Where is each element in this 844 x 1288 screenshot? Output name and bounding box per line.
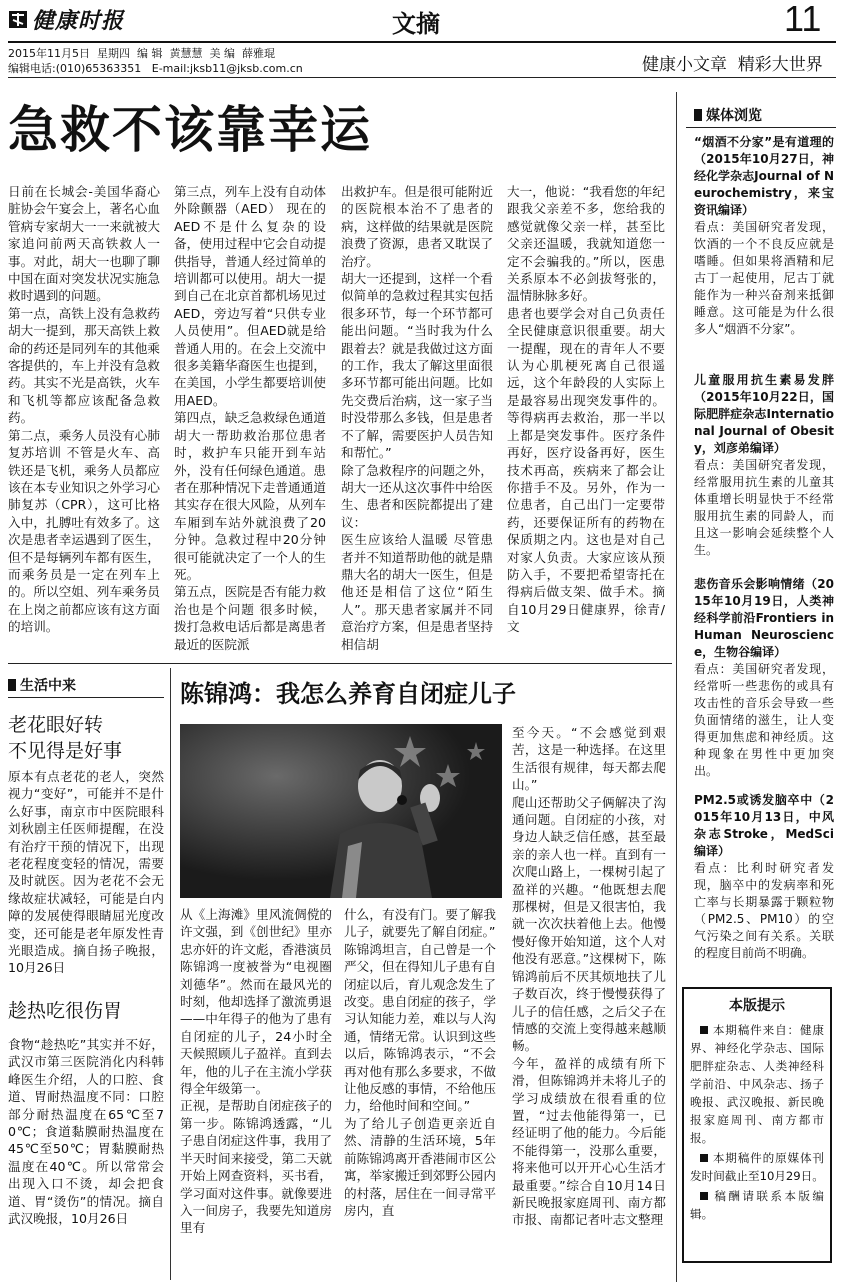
life-section-header: 生活中来: [8, 675, 76, 695]
notice-box: [682, 987, 832, 1263]
lead-article-column: 日前在长城会-美国华裔心脏协会午宴会上，著名心血管病专家胡大一一来就被大家追问前两天高铁救人一事。对此，胡大一也聊了聊中国在面对突发状况实施急救时遇到的问题。 第一点，高铁上没有急救药 胡大一提到，那天高铁上救命的药还是同列车的其他乘客提供的，车上并没有急救药。其实不光是高铁，火车和飞机等都应该配备急救药。 第二点，乘务人员没有心肺复苏培训 不管是火车、高铁还是飞机，乘务人员都应该在本专业知识之外学习心肺复苏（CPR），这可比格入中，扎膊吐有效多了。这次是患者幸运遇到了医生，但不是每辆列车都有医生，而乘务员是一定在列车上的。所以空姐、列车乘务员在上岗之前都应该有这方面的培训。: [8, 184, 160, 635]
life-section-rule: [8, 697, 164, 698]
life-article-title: 老花眼好转 不见得是好事: [8, 714, 123, 762]
media-item-comment: 看点：美国研究者发现，经常听一些悲伤的或具有攻击性的音乐会导致一些负面情绪的滋生，让人变得更加焦虑和神经质。这种现象在男性中更加突出。: [694, 662, 834, 778]
notice-item: 本期稿件来自：健康界、神经化学杂志、国际肥胖症杂志、人类神经科学前沿、中风杂志、扬子晚报、武汉晚报、新民晚报家庭周刊、南方都市报。: [690, 1023, 824, 1145]
media-item-title: 悲伤音乐会影响情绪（2015年10月19日，人类神经科学前沿Frontiers in Human Neuroscience，生物谷编译）: [694, 577, 834, 659]
life-article-body: 食物“趁热吃”其实并不好，武汉市第三医院消化内科韩峰医生介绍，人的口腔、食道、胃耐热温度不同：口腔部分耐热温度在65℃至70℃；食道黏膜耐热温度在45℃至50℃；胃黏膜耐热温度在40℃。所以常常会出现入口不烫，却会把食道、胃“烫伤”的情况。摘自武汉晚报，10月26日: [8, 1037, 164, 1227]
masthead-rule: [8, 41, 836, 43]
contact-line: 编辑电话:(010)65363351 E-mail:jksb11@jksb.com.cn: [8, 62, 303, 75]
media-item-title: PM2.5或诱发脑卒中（2015年10月13日，中风杂志Stroke，MedSci编译）: [694, 793, 834, 858]
media-section-header: 媒体浏览: [694, 105, 762, 125]
lead-article-column: 大一，他说：“我看您的年纪跟我父亲差不多，您给我的感觉就像父亲一样，甚至比父亲还温暖，我就知道您一定不会骗我的。”所以，医患关系原本不必剑拔弩张的，温情脉脉多好。 患者也要学会对自己负责任 全民健康意识很重要。胡大一提醒，现在的青年人不要认为心肌梗死离自己很遥远，这个年龄段的人实际上是最容易出现突发事件的。等得病再去救治，那一半以上都是突发事件。医疗条件再好，医疗设备再好，医生技术再高，疾病来了都会让你措手不及。另外，作为一位患者，自己出门一定要带药，还要保证所有的药物在保质期之内。这也是对自己对家人负责。大家应该从预防入手，不要把希望寄托在得病后做支架、做手术。摘自10月29日健康界，徐青/文: [507, 184, 665, 635]
media-item-comment: 看点：比利时研究者发现，脑卒中的发病率和死亡率与长期暴露于颗粒物（PM2.5、PM10）的空气污染之间有关系。关联的程度目前尚不明确。: [694, 861, 834, 960]
page-number: 11: [784, 0, 822, 39]
feature-article-column: 从《上海滩》里风流倜傥的许文强，到《创世纪》里亦忠亦奸的许文彪，香港演员陈锦鸿一度被誉为“电视圈刘德华”。然而在最风光的时刻，他却选择了激流勇退——中年得子的他为了患有自闭症的儿子，24小时全天候照顾儿子盈祥。直到去年，他的儿子在主流小学获得全年级第一。 正视，是帮助自闭症孩子的第一步。陈锦鸿透露，“儿子患自闭症这件事，我用了半天时间来接受，第二天就开始上网查资料，买书看，学习面对这件事。就像要进入一间房子，我要先知道房里有: [180, 907, 332, 1236]
column-divider: [676, 92, 677, 1282]
lead-article-column: 出救护车。但是很可能附近的医院根本治不了患者的病，这样做的结果就是医院浪费了资源，患者又耽误了治疗。 胡大一还提到，这样一个看似简单的急救过程其实包括很多环节，每一个环节都可能出问题。“当时我为什么跟着去？就是我做过这方面的工作，我太了解这里面很多环节都可能出问题。比如先交费后治病，这一家子当时没带那么多钱，但是患者不了解，需要医护人员告知和帮忙。” 除了急救程序的问题之外，胡大一还从这次事件中给医生、患者和医院都提出了建议： 医生应该给人温暖 尽管患者并不知道帮助他的就是鼎鼎大名的胡大一医生，但是他还是相信了这位“陌生人”。那天患者家属并不同意治疗方案，但是患者坚持相信胡: [341, 184, 493, 652]
media-item: [694, 134, 834, 338]
media-item: [694, 576, 834, 780]
masthead: [0, 0, 844, 80]
media-item-comment: 看点：美国研究者发现，经常服用抗生素的儿童其体重增长明显快于不经常服用抗生素的同龄人，而且这一影响会延续整个人生。: [694, 458, 834, 557]
person-on-stage-photo-icon: [180, 724, 502, 898]
notice-item: 本期稿件的原媒体刊发时间截止至10月29日。: [690, 1151, 824, 1183]
feature-photo: [180, 724, 502, 898]
lead-article-column: 第三点，列车上没有自动体外除颤器（AED） 现在的AED不是什么复杂的设备，使用过程中它会自动提供指导，普通人经过简单的培训都可以使用。胡大一提到自己在北京首都机场见过AED，旁边写着“只供专业人员使用”。但AED就是给普通人用的。在会上交流中很多美籍华裔医生也提到，在美国，小学生都要培训使用AED。 第四点，缺乏急救绿色通道 胡大一帮助救治那位患者时，救护车只能开到车站外，没有任何绿色通道。患者在那种情况下走普通通道其实存在很大风险，从列车车厢到车站外就浪费了20分钟。急救过程中20分钟很可能就决定了一个人的生死。 第五点，医院是否有能力救治也是个问题 很多时候，拨打急救电话后都是离患者最近的医院派: [174, 184, 326, 652]
media-item-title: “烟酒不分家”是有道理的（2015年10月27日，神经化学杂志Journal of Neurochemistry，来宝资讯编译）: [694, 135, 834, 217]
notice-item: 稿酬请联系本版编辑。: [690, 1189, 824, 1221]
paper-logo: [8, 6, 138, 32]
page-section-title: 文摘: [392, 9, 440, 38]
life-article-body: 原本有点老花的老人，突然视力“变好”，可能并不是什么好事，南京市中医院眼科刘秋剧主任医师提醒，在没有治疗干预的情况下，出现老花程度变轻的情况，需要及时就医。因为老花不会无缘故症状减轻，可能是白内障的发展使得眼睛屈光度改变，还可能是老年原发性青光眼造成。摘自扬子晚报，10月26日: [8, 769, 164, 976]
logo-mark-icon: [8, 8, 28, 30]
feature-article-title: 陈锦鸿：我怎么养育自闭症儿子: [180, 680, 516, 708]
media-section-rule: [686, 127, 836, 128]
feature-article-column: 什么，有没有门。要了解我儿子，就要先了解自闭症。” 陈锦鸿坦言，自己曾是一个严父，但在得知儿子患有自闭症以后，育儿观念发生了改变。患自闭症的孩子，学习认知能力差，难以与人沟通，情绪无常。认识到这些以后，陈锦鸿表示，“不会再对他有那么多要求，不做让他反感的事情，不给他压力，给他时间和空间。” 为了给儿子创造更亲近自然、清静的生活环境，5年前陈锦鸿离开香港闹市区公寓，举家搬迁到郊野公园内的村落，居住在一间寻常平房内，直: [344, 907, 496, 1218]
lead-article-bottom-rule: [8, 663, 672, 664]
feature-article-column: 至今天。“不会感觉到艰苦，这是一种选择。在这里生活很有规律，每天都去爬山。” 爬山还帮助父子俩解决了沟通问题。自闭症的小孩，对身边人缺乏信任感，甚至最亲的亲人也一样。直到有一次爬山路上，一棵树引起了盈祥的兴趣。“他既想去爬那棵树，但是又很害怕，我就一次次扶着他上去。他慢慢好像开始知道，这个人对他没有恶意。”这棵树下，陈锦鸿前后不厌其烦地扶了儿子数百次，终于慢慢获得了儿子的信任感，之后父子在情感的交流上变得越来越顺畅。 今年，盈祥的成绩有所下滑，但陈锦鸿并未将儿子的学习成绩放在很看重的位置，“过去他能得第一，已经证明了他的能力。今后能不能得第一，没那么重要，将来他可以开开心心生活才最重要。”综合自10月14日新民晚报家庭周刊、南方都市报、南都记者叶志文整理: [512, 725, 666, 1228]
media-item-comment: 看点：美国研究者发现，饮酒的一个不良反应就是嗜睡。但如果将酒精和尼古丁一起使用，尼古丁就能作为一种兴奋剂来抵御睡意。这可能是为什么很多人“烟酒不分家”。: [694, 220, 834, 336]
date-editor-line: 2015年11月5日 星期四 编 辑 黄慧慧 美 编 薛雅琨: [8, 47, 275, 60]
column-divider: [170, 668, 171, 1280]
slogan: 健康小文章 精彩大世界: [642, 55, 823, 75]
notice-box-title: 本版提示: [729, 998, 785, 1014]
lead-article-title: 急救不该靠幸运: [8, 101, 372, 159]
media-item: [694, 372, 834, 559]
life-article-title: 趁热吃很伤胃: [8, 1000, 123, 1022]
paper-name: 健康时报: [32, 8, 125, 34]
media-item: [694, 792, 834, 962]
media-item-title: 儿童服用抗生素易发胖（2015年10月22日，国际肥胖症杂志International Journal of Obesity，刘彦弟编译）: [694, 373, 834, 455]
masthead-bottom-rule: [8, 77, 836, 78]
